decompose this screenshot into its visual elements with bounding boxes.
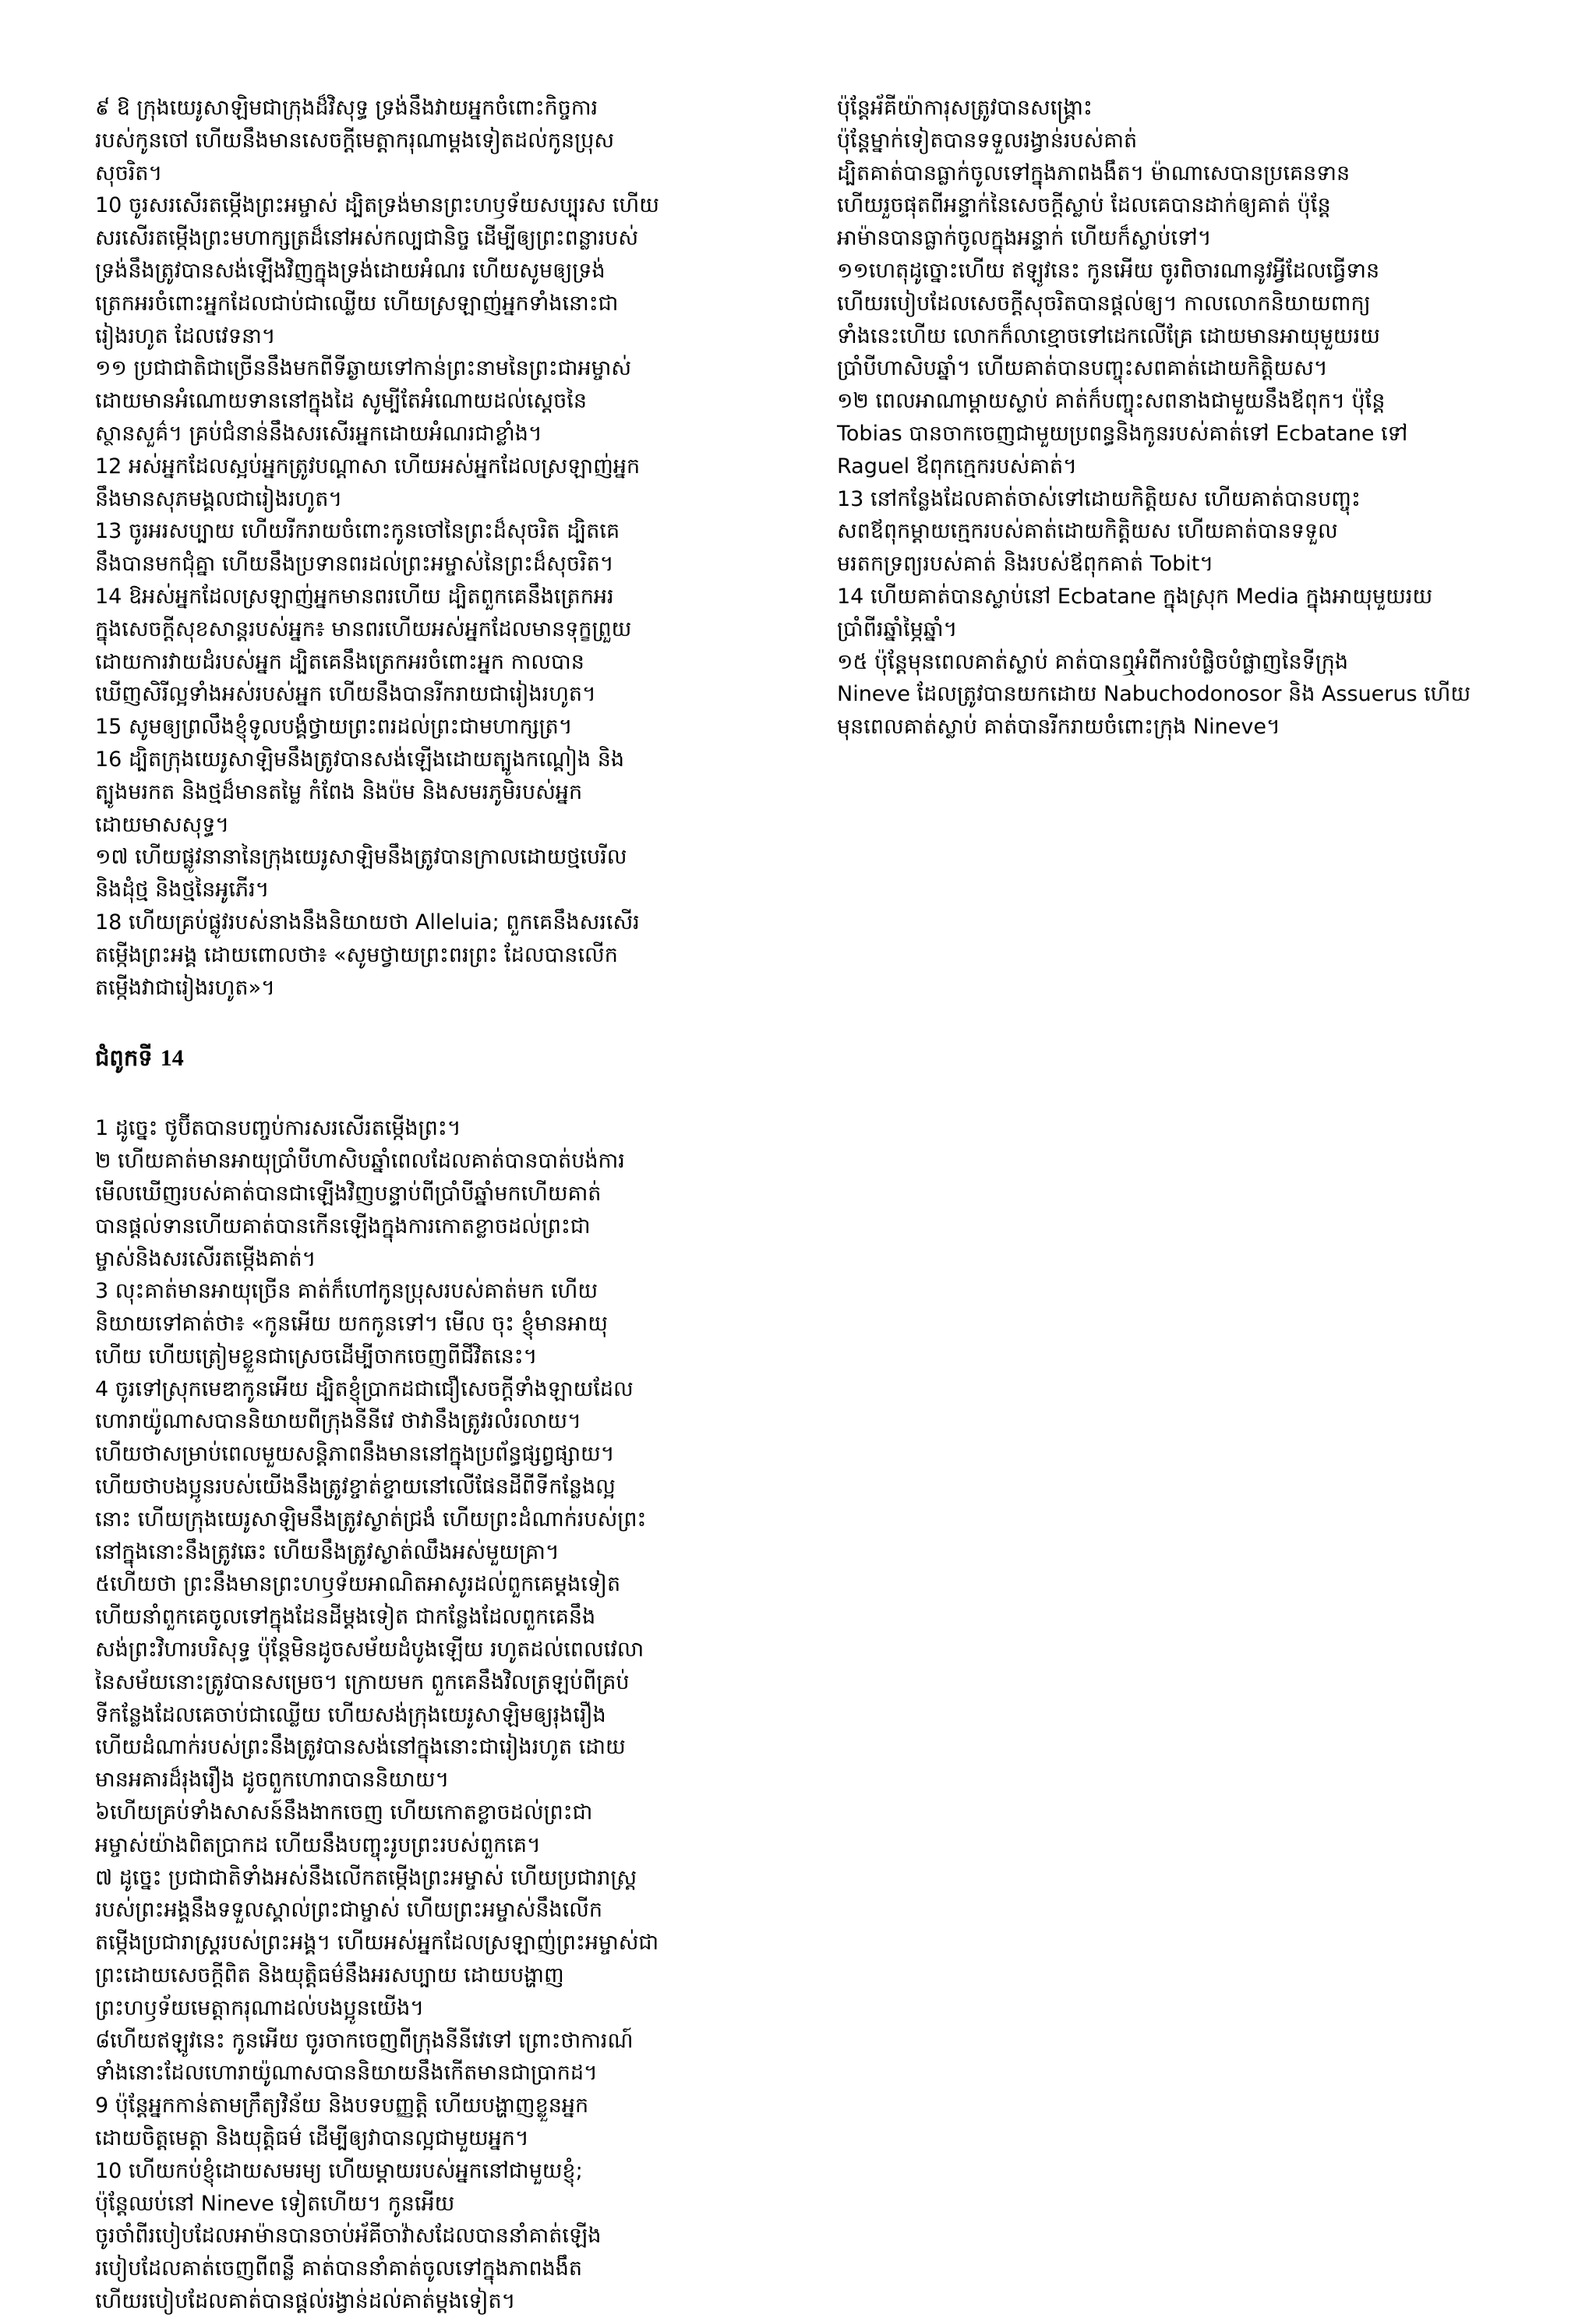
chapter-number: 14 bbox=[160, 1045, 184, 1072]
text-line: ប៉ុន្តែឈប់នៅ Nineve ទៀតហើយ។ កូនអើយ bbox=[95, 2191, 455, 2216]
text-line: ៦ហើយគ្រប់ទាំងសាសន៍នឹងងាកចេញ ហើយកោតខ្លាចដល់ព្រះជា bbox=[95, 1800, 593, 1825]
text-line: ដោយការវាយដំរបស់អ្នក ដ្បិតគេនឹងត្រេកអរចំពោះអ្នក កាលបាន bbox=[95, 649, 584, 674]
text-line: ដោយមានអំណោយទាននៅក្នុងដៃ សូម្បីតែអំណោយដល់ស្ដេចនៃ bbox=[95, 389, 587, 414]
text-line: Nineve ដែលត្រូវបានយកដោយ Nabuchodonosor និង Assuerus ហើយ bbox=[837, 682, 1471, 707]
text-line: 16 ដ្បិតក្រុងយេរូសាឡិមនឹងត្រូវបានសង់ឡើងដោយត្បូងកណ្ដៀង និង bbox=[95, 747, 625, 772]
text-line: 13 នៅកន្លែងដែលគាត់ចាស់ទៅដោយកិត្តិយស ហើយគាត់បានបញ្ចុះ bbox=[837, 486, 1361, 511]
text-line: ប្រាំពីរឆ្នាំម្ភៃឆ្នាំ។ bbox=[837, 617, 958, 641]
text-line: ម្ចាស់និងសរសើរតម្កើងគាត់។ bbox=[95, 1246, 316, 1271]
text-line: តម្កើងវាជារៀងរហូត»។ bbox=[95, 975, 275, 1000]
text-line: ហើយ ហើយត្រៀមខ្លួនជាស្រេចដើម្បីចាកចេញពីជីវិតនេះ។ bbox=[95, 1344, 538, 1369]
text-line: ចូរចាំពីរបៀបដែលអាម៉ានបានចាប់អ័គីចាវ៉ាសដែលបាននាំគាត់ឡើង bbox=[95, 2224, 602, 2249]
text-line: ៥ហើយថា ព្រះនឹងមានព្រះហឫទ័យអាណិតអាសូរដល់ពួកគេម្ដងទៀត bbox=[95, 1572, 621, 1597]
text-line: តម្កើងព្រះអង្គ ដោយពោលថា៖ «សូមថ្វាយព្រះពរព្រះ ដែលបានលើក bbox=[95, 942, 618, 967]
text-line: ដោយចិត្តមេត្តា និងយុត្តិធម៌ ដើម្បីឲ្យវាបានល្អជាមួយអ្នក។ bbox=[95, 2126, 529, 2151]
text-line: និងដុំថ្ម និងថ្មនៃអូភើរ។ bbox=[95, 878, 270, 903]
text-line: អម្ចាស់យ៉ាងពិតប្រាកដ ហើយនឹងបញ្ចុះរូបព្រះរបស់ពួកគេ។ bbox=[95, 1832, 541, 1857]
text-line: Raguel ឪពុកក្មេករបស់គាត់។ bbox=[837, 454, 1077, 479]
text-line: ១១ ប្រជាជាតិជាច្រើននឹងមកពីទីឆ្ងាយទៅកាន់ព្រះនាមនៃព្រះជាអម្ចាស់ bbox=[95, 356, 632, 381]
chapter-label: ជំពូកទី bbox=[95, 1044, 153, 1072]
text-line: សង់ព្រះវិហារបរិសុទ្ធ ប៉ុន្តែមិនដូចសម័យដំបូងឡើយ រហូតដល់ពេលវេលា bbox=[95, 1638, 644, 1663]
chapter-heading bbox=[95, 1041, 775, 1075]
verses-chapter-13-end bbox=[95, 92, 775, 1004]
text-line: នោះ ហើយក្រុងយេរូសាឡិមនឹងត្រូវស្ងាត់ជ្រងំ ហើយព្រះដំណាក់របស់ព្រះ bbox=[95, 1507, 647, 1532]
text-line: 10 ហើយកប់ខ្ញុំដោយសមរម្យ ហើយម្ដាយរបស់អ្នកនៅជាមួយខ្ញុំ; bbox=[95, 2158, 583, 2183]
text-line: ១២ ពេលអាណាម្ដាយស្លាប់ គាត់ក៏បញ្ចុះសពនាងជាមួយនឹងឪពុក។ ប៉ុន្តែ bbox=[837, 389, 1386, 414]
text-line: ស្ថានសួគ៌។ គ្រប់ជំនាន់នឹងសរសើរអ្នកដោយអំណរជាខ្លាំង។ bbox=[95, 421, 542, 446]
text-line: មើលឃើញរបស់គាត់បានជាឡើងវិញបន្ទាប់ពីប្រាំបីឆ្នាំមកហើយគាត់ bbox=[95, 1181, 602, 1206]
text-line: ហើយរួចផុតពីអន្ទាក់នៃសេចក្ដីស្លាប់ ដែលគេបានដាក់ឲ្យគាត់ ប៉ុន្តែ bbox=[837, 193, 1331, 218]
text-line: ១៥ ប៉ុន្តែមុនពេលគាត់ស្លាប់ គាត់បានឮអំពីការបំផ្លិចបំផ្លាញនៃទីក្រុង bbox=[837, 649, 1349, 674]
text-line: 14 ឱអស់អ្នកដែលស្រឡាញ់អ្នកមានពរហើយ ដ្បិតពួកគេនឹងត្រេកអរ bbox=[95, 584, 614, 609]
verses-chapter-14 bbox=[95, 1112, 775, 2317]
text-line: សុចរិត។ bbox=[95, 161, 163, 186]
text-line: របៀបដែលគាត់ចេញពីពន្លឺ គាត់បាននាំគាត់ចូលទៅក្នុងភាពងងឹត bbox=[95, 2256, 583, 2281]
text-line: ប៉ុន្តែអ័គីយ៉ាការុសត្រូវបានសង្គ្រោះ bbox=[837, 96, 1093, 120]
text-line: អាម៉ានបានធ្លាក់ចូលក្នុងអន្ទាក់ ហើយក៏ស្លាប់ទៅ។ bbox=[837, 226, 1212, 251]
text-line: 1 ដូច្នេះ ថូប៊ីតបានបញ្ចប់ការសរសើរតម្កើងព្រះ។ bbox=[95, 1116, 461, 1141]
text-line: 14 ហើយគាត់បានស្លាប់នៅ Ecbatane ក្នុងស្រុក Media ក្នុងអាយុមួយរយ bbox=[837, 584, 1433, 609]
left-column bbox=[95, 92, 775, 2318]
text-line: ហោរាយ៉ូណាសបាននិយាយពីក្រុងនីនីវេ ថាវានឹងត្រូវរលំរលាយ។ bbox=[95, 1409, 581, 1434]
text-line: មរតកទ្រព្យរបស់គាត់ និងរបស់ឪពុកគាត់ Tobit។ bbox=[837, 552, 1214, 577]
text-line: ព្រះហឫទ័យមេត្តាករុណាដល់បងប្អូនយើង។ bbox=[95, 1995, 425, 2020]
text-line: រៀងរហូត ដែលវេទនា។ bbox=[95, 323, 276, 348]
text-line: សរសើរតម្កើងព្រះមហាក្សត្រដ៏នៅអស់កល្បជានិច្ច ដើម្បីឲ្យព្រះពន្លារបស់ bbox=[95, 226, 639, 251]
spacer bbox=[95, 1075, 775, 1112]
text-line: ហើយថាបងប្អូនរបស់យើងនឹងត្រូវខ្ចាត់ខ្ចាយនៅលើផែនដីពីទីកន្លែងល្អ bbox=[95, 1475, 616, 1500]
text-line: ហើយនាំពួកគេចូលទៅក្នុងដែនដីម្ដងទៀត ជាកន្លែងដែលពួកគេនឹង bbox=[95, 1605, 596, 1630]
text-line: ដ្បិតគាត់បានធ្លាក់ចូលទៅក្នុងភាពងងឹត។ ម៉ាណាសេបានប្រគេនទាន bbox=[837, 161, 1351, 186]
text-line: របស់កូនចៅ ហើយនឹងមានសេចក្ដីមេត្តាករុណាម្ដងទៀតដល់កូនប្រុស bbox=[95, 128, 615, 153]
text-line: ១១ហេតុដូច្នោះហើយ ឥឡូវនេះ កូនអើយ ចូរពិចារណានូវអ្វីដែលធ្វើទាន bbox=[837, 258, 1380, 283]
text-line: ត្បូងមរកត និងថ្មដ៏មានតម្លៃ កំពែង និងប៉ម និងសមរភូមិរបស់អ្នក bbox=[95, 779, 583, 804]
text-line: នៅក្នុងនោះនឹងត្រូវឆេះ ហើយនឹងត្រូវស្ងាត់ឈឹងអស់មួយគ្រា។ bbox=[95, 1539, 560, 1564]
text-line: ៩ ឱ ក្រុងយេរូសាឡិមជាក្រុងដ៏វិសុទ្ធ ទ្រង់នឹងវាយអ្នកចំពោះកិច្ចការ bbox=[95, 96, 598, 120]
text-line: ២ ហើយគាត់មានអាយុប្រាំបីហាសិបឆ្នាំពេលដែលគាត់បានបាត់បង់ការ bbox=[95, 1149, 625, 1174]
text-line: ប្រាំបីហាសិបឆ្នាំ។ ហើយគាត់បានបញ្ចុះសពគាត់ដោយកិត្តិយស។ bbox=[837, 356, 1328, 381]
text-line: ទាំងនេះហើយ លោកក៏លាខ្មោចទៅដេកលើគ្រែ ដោយមានអាយុមួយរយ bbox=[837, 323, 1380, 348]
text-line: សពឪពុកម្ដាយក្មេករបស់គាត់ដោយកិត្តិយស ហើយគាត់បានទទួល bbox=[837, 519, 1338, 544]
text-line: ៧ ដូច្នេះ ប្រជាជាតិទាំងអស់នឹងលើកតម្កើងព្រះអម្ចាស់ ហើយប្រជារាស្ត្រ bbox=[95, 1865, 637, 1890]
verses-chapter-14-continued bbox=[837, 92, 1523, 744]
text-line: ទីកន្លែងដែលគេចាប់ជាឈ្លើយ ហើយសង់ក្រុងយេរូសាឡិមឲ្យរុងរឿង bbox=[95, 1702, 606, 1727]
right-column bbox=[837, 92, 1523, 744]
text-line: នឹងបានមកជុំគ្នា ហើយនឹងប្រទានពរដល់ព្រះអម្ចាស់នៃព្រះដ៏សុចរិត។ bbox=[95, 552, 614, 577]
text-line: ឃើញសិរីល្អទាំងអស់របស់អ្នក ហើយនឹងបានរីករាយជារៀងរហូត។ bbox=[95, 682, 596, 707]
text-line: 15 សូមឲ្យព្រលឹងខ្ញុំទូលបង្គំថ្វាយព្រះពរដល់ព្រះជាមហាក្សត្រ។ bbox=[95, 715, 573, 740]
text-line: 9 ប៉ុន្តែអ្នកកាន់តាមក្រឹត្យវិន័យ និងបទបញ្ញត្តិ ហើយបង្ហាញខ្លួនអ្នក bbox=[95, 2094, 589, 2118]
text-line: 12 អស់អ្នកដែលស្អប់អ្នកត្រូវបណ្ដាសា ហើយអស់អ្នកដែលស្រឡាញ់អ្នក bbox=[95, 454, 641, 479]
text-line: នឹងមានសុភមង្គលជារៀងរហូត។ bbox=[95, 486, 343, 511]
text-line: 3 លុះគាត់មានអាយុច្រើន គាត់ក៏ហៅកូនប្រុសរបស់គាត់មក ហើយ bbox=[95, 1279, 598, 1304]
text-line: ទាំងនោះដែលហោរាយ៉ូណាសបាននិយាយនឹងកើតមានជាប្រាកដ។ bbox=[95, 2061, 598, 2086]
text-line: 13 ចូរអរសប្បាយ ហើយរីករាយចំពោះកូនចៅនៃព្រះដ៏សុចរិត ដ្បិតគេ bbox=[95, 519, 620, 544]
text-line: មានអគារដ៏រុងរឿង ដូចពួកហោរាបាននិយាយ។ bbox=[95, 1768, 450, 1793]
text-line: ហើយរបៀបដែលគាត់បានផ្ដល់រង្វាន់ដល់គាត់ម្ដងទៀត។ bbox=[95, 2289, 516, 2313]
text-line: បានផ្ដល់ទានហើយគាត់បានកើនឡើងក្នុងការកោតខ្លាចដល់ព្រះជា bbox=[95, 1214, 591, 1239]
text-line: ហើយរបៀបដែលសេចក្ដីសុចរិតបានផ្ដល់ឲ្យ។ កាលលោកនិយាយពាក្យ bbox=[837, 291, 1371, 316]
text-line: និយាយទៅគាត់ថា៖ «កូនអើយ យកកូនទៅ។ មើល ចុះ ខ្ញុំមានអាយុ bbox=[95, 1312, 608, 1337]
text-line: តម្កើងប្រជារាស្ត្ររបស់ព្រះអង្គ។ ហើយអស់អ្នកដែលស្រឡាញ់ព្រះអម្ចាស់ជា bbox=[95, 1931, 659, 1956]
text-line: ហើយដំណាក់របស់ព្រះនឹងត្រូវបានសង់នៅក្នុងនោះជារៀងរហូត ដោយ bbox=[95, 1735, 626, 1760]
text-line: ត្រេកអរចំពោះអ្នកដែលជាប់ជាឈ្លើយ ហើយស្រឡាញ់អ្នកទាំងនោះជា bbox=[95, 291, 619, 316]
text-line: ទ្រង់នឹងត្រូវបានសង់ឡើងវិញក្នុងទ្រង់ដោយអំណរ ហើយសូមឲ្យទ្រង់ bbox=[95, 258, 606, 283]
text-line: ហើយថាសម្រាប់ពេលមួយសន្តិភាពនឹងមាននៅក្នុងប្រព័ន្ធផ្សព្វផ្សាយ។ bbox=[95, 1442, 615, 1467]
text-line: ព្រះដោយសេចក្ដីពិត និងយុត្តិធម៌នឹងអរសប្បាយ ដោយបង្ហាញ bbox=[95, 1963, 564, 1988]
text-line: 10 ចូរសរសើរតម្កើងព្រះអម្ចាស់ ដ្បិតទ្រង់មានព្រះហឫទ័យសប្បុរស ហើយ bbox=[95, 193, 659, 218]
text-line: នៃសម័យនោះត្រូវបានសម្រេច។ ក្រោយមក ពួកគេនឹងវិលត្រឡប់ពីគ្រប់ bbox=[95, 1670, 630, 1694]
text-line: 18 ហើយគ្រប់ផ្លូវរបស់នាងនឹងនិយាយថា Alleluia; ពួកគេនឹងសរសើរ bbox=[95, 910, 640, 935]
text-line: របស់ព្រះអង្គនឹងទទួលស្គាល់ព្រះជាម្ចាស់ ហើយព្រះអម្ចាស់នឹងលើក bbox=[95, 1898, 603, 1923]
text-line: ក្នុងសេចក្ដីសុខសាន្តរបស់អ្នក៖ មានពរហើយអស់អ្នកដែលមានទុក្ខព្រួយ bbox=[95, 617, 632, 641]
text-line: ១៧ ហើយផ្លូវនានានៃក្រុងយេរូសាឡិមនឹងត្រូវបានក្រាលដោយថ្មបេរីល bbox=[95, 845, 627, 870]
text-line: Tobias បានចាកចេញជាមួយប្រពន្ធនិងកូនរបស់គាត់ទៅ Ecbatane ទៅ bbox=[837, 421, 1408, 446]
text-line: ៨ហើយឥឡូវនេះ កូនអើយ ចូរចាកចេញពីក្រុងនីនីវេទៅ ព្រោះថាការណ៍ bbox=[95, 2028, 634, 2053]
text-line: 4 ចូរទៅស្រុកមេឌាកូនអើយ ដ្បិតខ្ញុំប្រាកដជាជឿសេចក្ដីទាំងឡាយដែល bbox=[95, 1376, 634, 1401]
text-line: មុនពេលគាត់ស្លាប់ គាត់បានរីករាយចំពោះក្រុង Nineve។ bbox=[837, 715, 1280, 740]
spacer bbox=[95, 1004, 775, 1041]
text-line: ដោយមាសសុទ្ធ។ bbox=[95, 812, 230, 837]
text-line: ប៉ុន្តែម្នាក់ទៀតបានទទួលរង្វាន់របស់គាត់ bbox=[837, 128, 1138, 153]
